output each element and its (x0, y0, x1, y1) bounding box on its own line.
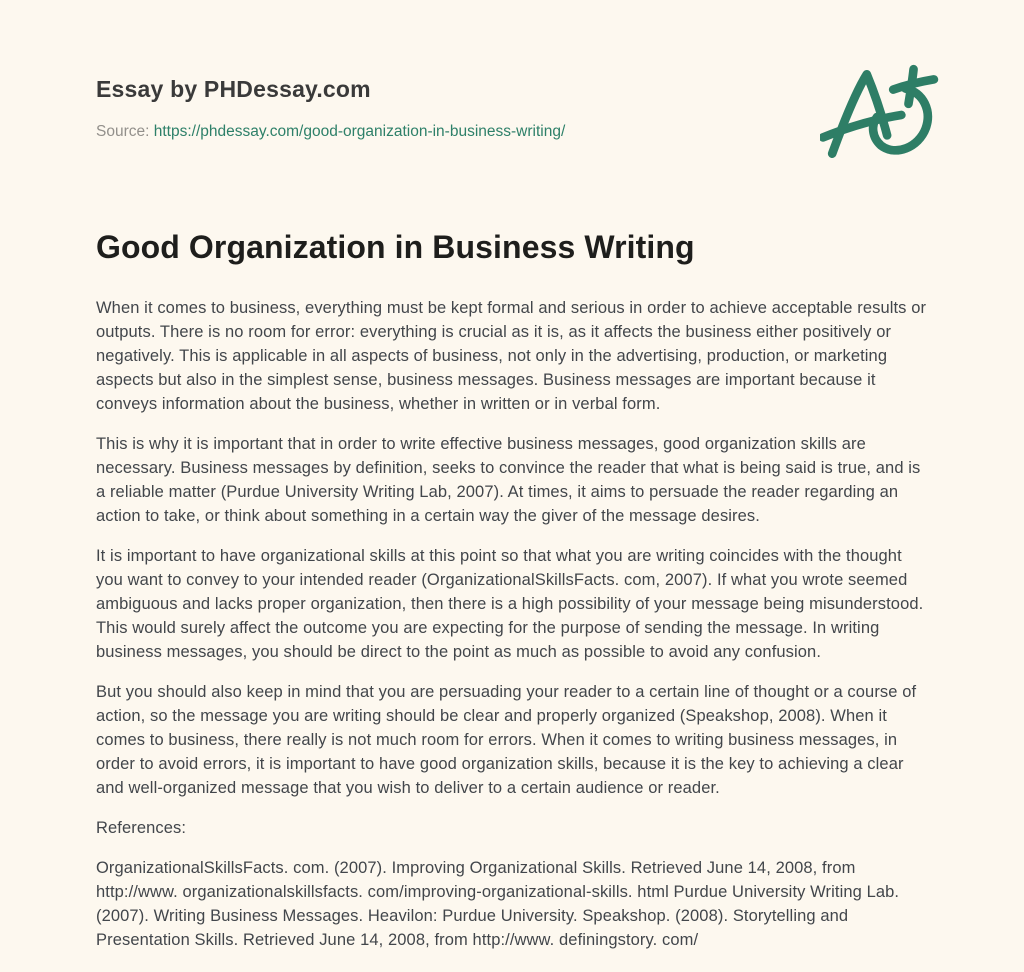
essay-title: Good Organization in Business Writing (96, 229, 695, 265)
source-line (96, 123, 928, 141)
essay-paragraph-2: This is why it is important that in order to write effective business messages, good organization skills are necessary. Business messages by definition, seeks to convince the reader that what is being said is true, and is a reliable matter (Purdue University Writing Lab, 2007). At times, it aims to persuade the reader regarding an action to take, or think about something in a certain way the giver of the message desires. (96, 435, 921, 525)
source-link[interactable]: https://phdessay.com/good-organization-in-business-writing/ (153, 123, 566, 140)
essay-main (96, 229, 928, 952)
references-label: References: (96, 819, 187, 837)
page-header (96, 76, 928, 141)
references-text: OrganizationalSkillsFacts. com. (2007). Improving Organizational Skills. Retrieved June 14, 2008, from http://www. organizationalskillsfacts. com/improving-organizational-skills. html Purdue University Writing Lab. (2007). Writing Business Messages. Heavilon: Purdue University. Speakshop. (2008). Storytelling and Presentation Skills. Retrieved June 14, 2008, from http://www. definingstory. com/ (96, 859, 900, 949)
byline-title: Essay by PHDessay.com (96, 76, 371, 102)
essay-paragraph-3: It is important to have organizational skills at this point so that what you are writing coincides with the thought you want to convey to your intended reader (OrganizationalSkillsFacts. com, 2007). If what you wrote seemed ambiguous and lacks proper organization, then there is a high possibility of your message being misunderstood. This would surely affect the outcome you are expecting for the purpose of sending the message. In writing business messages, you should be direct to the point as much as possible to avoid any confusion. (96, 547, 924, 661)
a-plus-logo-icon (820, 64, 940, 166)
essay-content (96, 296, 928, 952)
essay-paragraph-1: When it comes to business, everything must be kept formal and serious in order to achieve acceptable results or outputs. There is no room for error: everything is crucial as it is, as it affects the business either positively or negatively. This is applicable in all aspects of business, not only in the advertising, production, or marketing aspects but also in the simplest sense, business messages. Business messages are important because it conveys information about the business, whether in written or in verbal form. (96, 299, 927, 413)
essay-paragraph-4: But you should also keep in mind that you are persuading your reader to a certain line of thought or a course of action, so the message you are writing should be clear and properly organized (Speakshop, 2008). When it comes to business, there really is not much room for errors. When it comes to writing business messages, in order to avoid errors, it is important to have good organization skills, because it is the key to achieving a clear and well-organized message that you wish to deliver to a certain audience or reader. (96, 683, 917, 797)
source-label: Source: (96, 123, 150, 140)
